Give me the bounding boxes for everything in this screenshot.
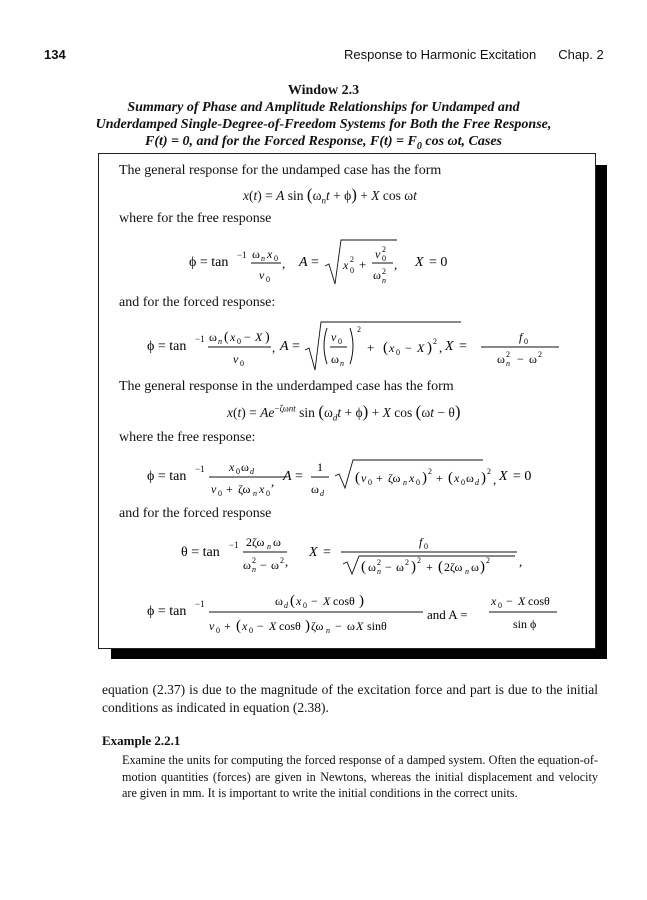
svg-text:(: ( <box>355 470 360 486</box>
svg-text:−: − <box>257 619 264 633</box>
equation-underdamped-forced-phi-svg <box>147 585 577 641</box>
equation-underdamped-free-svg <box>147 452 577 504</box>
svg-text:ω: ω <box>368 560 376 574</box>
svg-text:2: 2 <box>428 467 432 476</box>
svg-text:2: 2 <box>487 467 491 476</box>
svg-text:0: 0 <box>266 489 270 498</box>
equation-underdamped-forced-theta-svg <box>181 526 581 578</box>
free-underdamped-label: where the free response: <box>119 430 256 445</box>
svg-text:x: x <box>230 330 236 344</box>
svg-text:0: 0 <box>416 478 420 487</box>
svg-text:x: x <box>229 460 235 474</box>
svg-text:x: x <box>259 482 265 496</box>
svg-text:(: ( <box>224 330 229 345</box>
svg-text:d: d <box>284 601 288 610</box>
svg-text:X: X <box>417 341 425 355</box>
svg-text:2: 2 <box>350 255 354 264</box>
svg-text:−: − <box>506 594 513 608</box>
svg-text:): ) <box>265 330 270 345</box>
svg-text:,: , <box>519 554 523 569</box>
svg-text:ζω: ζω <box>311 619 324 633</box>
svg-text:0: 0 <box>249 626 253 635</box>
svg-text:x: x <box>491 594 497 608</box>
free-undamped-label: where for the free response <box>119 211 272 226</box>
body-paragraph: equation (2.37) is due to the magnitude of the excitation force and part is due to the initial conditions as indicated in equation (2.38). <box>102 682 598 715</box>
svg-text:n: n <box>218 337 222 346</box>
svg-text:ω: ω <box>243 558 251 572</box>
svg-text:ω: ω <box>396 560 404 574</box>
svg-text:+: + <box>426 560 433 574</box>
svg-text:x: x <box>389 341 395 355</box>
svg-text:(: ( <box>361 559 366 575</box>
svg-text:(: ( <box>236 618 241 634</box>
window-title-line3-end: cos ωt, Cases <box>421 134 502 149</box>
svg-text:ζω: ζω <box>238 482 251 496</box>
svg-text:ω: ω <box>347 619 355 633</box>
and-a-text: and A = <box>427 607 468 622</box>
page-number: 134 <box>44 47 66 62</box>
svg-text:d: d <box>250 467 254 476</box>
svg-text:ϕ = tan: ϕ = tan <box>147 339 187 354</box>
svg-text:2: 2 <box>486 556 490 565</box>
svg-text:2ζω: 2ζω <box>444 560 463 574</box>
svg-text:): ) <box>411 559 416 575</box>
svg-text:−: − <box>335 619 342 633</box>
svg-text:ω: ω <box>373 268 381 282</box>
svg-text:0: 0 <box>266 275 270 284</box>
svg-text:n: n <box>267 542 271 551</box>
svg-text:0: 0 <box>303 601 307 610</box>
svg-text:v: v <box>209 619 215 633</box>
svg-text:d: d <box>320 489 324 498</box>
svg-text:=: = <box>323 545 331 560</box>
svg-text:ω: ω <box>252 247 260 261</box>
svg-text:v: v <box>375 247 381 261</box>
svg-text:−1: −1 <box>237 250 247 260</box>
svg-text:0: 0 <box>240 359 244 368</box>
svg-text:x: x <box>454 471 460 485</box>
forced-undamped-label: and for the forced response: <box>119 295 276 310</box>
svg-text:(: ( <box>448 470 453 486</box>
svg-text:0: 0 <box>396 348 400 357</box>
svg-text:+: + <box>436 471 443 485</box>
svg-text:−1: −1 <box>195 464 205 474</box>
svg-text:,: , <box>272 340 276 355</box>
svg-text:n: n <box>403 478 407 487</box>
svg-text:0: 0 <box>368 478 372 487</box>
svg-text:0: 0 <box>350 266 354 275</box>
svg-text:ω: ω <box>271 558 279 572</box>
svg-text:θ = tan: θ = tan <box>181 545 220 560</box>
svg-text:A: A <box>283 469 292 484</box>
svg-text:2: 2 <box>382 267 386 276</box>
svg-text:−1: −1 <box>195 599 205 609</box>
svg-text:2: 2 <box>377 558 381 567</box>
svg-text:2ζω: 2ζω <box>246 535 265 549</box>
svg-text:): ) <box>480 559 485 575</box>
svg-text:ϕ = tan: ϕ = tan <box>147 469 187 484</box>
equation-underdamped-forced-phi <box>147 585 577 645</box>
svg-text:−: − <box>244 330 251 344</box>
svg-text:X: X <box>323 594 331 608</box>
svg-text:sin ϕ: sin ϕ <box>513 617 537 631</box>
svg-text:+: + <box>226 482 233 496</box>
svg-text:+: + <box>224 619 231 633</box>
svg-text:−1: −1 <box>195 334 205 344</box>
svg-text:0: 0 <box>498 601 502 610</box>
svg-text:n: n <box>465 567 469 576</box>
svg-text:ω: ω <box>273 535 281 549</box>
svg-text:ω: ω <box>311 482 319 496</box>
svg-text:2: 2 <box>357 325 361 334</box>
svg-text:−: − <box>385 560 392 574</box>
svg-text:−1: −1 <box>229 540 239 550</box>
svg-text:): ) <box>422 470 427 486</box>
svg-text:n: n <box>506 359 510 368</box>
svg-text:v: v <box>259 268 265 282</box>
equation-undamped-free <box>189 238 489 294</box>
svg-text:X: X <box>255 330 263 344</box>
equation-underdamped-general: $x(t) = Ae^{-\zeta\omega nt}$ $\sin (\omega_dt + \phi) + X$ cos (ωt − θ) <box>227 402 461 423</box>
chapter-label: Chap. 2 <box>558 47 604 62</box>
svg-text:ω: ω <box>497 352 505 366</box>
svg-text:x: x <box>343 258 349 272</box>
svg-text:ζω: ζω <box>388 471 401 485</box>
svg-text:(: ( <box>290 593 295 609</box>
window-caption <box>90 82 557 155</box>
svg-text:,: , <box>493 472 497 487</box>
svg-text:X: X <box>445 339 454 354</box>
svg-text:n: n <box>382 276 386 285</box>
svg-text:0: 0 <box>424 542 428 551</box>
svg-text:0: 0 <box>461 478 465 487</box>
svg-text:v: v <box>233 352 239 366</box>
svg-text:f: f <box>519 330 523 344</box>
equation-underdamped-free <box>147 452 577 508</box>
svg-text:ω: ω <box>466 471 474 485</box>
window-title-line3-text: F(t) = 0, and for the Forced Response, F(t) = F <box>145 134 417 149</box>
svg-text:X: X <box>499 469 508 484</box>
svg-text:0: 0 <box>218 489 222 498</box>
svg-text:2: 2 <box>433 337 437 346</box>
svg-text:2: 2 <box>280 556 284 565</box>
window-title-sub: 0 <box>416 140 422 152</box>
svg-text:=: = <box>292 339 300 354</box>
svg-text:0: 0 <box>236 467 240 476</box>
svg-text:0: 0 <box>237 337 241 346</box>
svg-text:x: x <box>296 594 302 608</box>
example-label: Example 2.2.1 <box>102 733 181 748</box>
window-title-line2: Underdamped Single-Degree-of-Freedom Systems for Both the Free Response, <box>95 117 552 132</box>
window-title-line3 <box>90 133 557 155</box>
svg-text:,: , <box>439 340 443 355</box>
svg-text:ω: ω <box>275 594 283 608</box>
svg-text:ω: ω <box>529 352 537 366</box>
summary-box <box>98 153 596 649</box>
svg-text:+: + <box>367 340 375 355</box>
svg-text:d: d <box>475 478 479 487</box>
svg-text:x: x <box>242 619 248 633</box>
intro-undamped: The general response for the undamped case has the form <box>119 163 442 178</box>
example-body: Examine the units for computing the forced response of a damped system. Often the equation-of-motion quantities (forces) are given in Newtons, whereas the initial displacement and velocity are given in mm. It is important to write the initial conditions in the correct units. <box>122 753 598 800</box>
svg-text:(: ( <box>438 559 443 575</box>
svg-text:−: − <box>260 558 267 572</box>
svg-text:): ) <box>427 340 432 356</box>
svg-text:2: 2 <box>405 558 409 567</box>
svg-text:+: + <box>359 257 367 272</box>
svg-text:0: 0 <box>338 337 342 346</box>
svg-text:n: n <box>340 359 344 368</box>
svg-text:cosθ: cosθ <box>279 619 301 633</box>
svg-text:= 0: = 0 <box>429 255 448 270</box>
svg-text:(: ( <box>383 340 388 356</box>
svg-text:2: 2 <box>506 350 510 359</box>
svg-text:X: X <box>415 255 424 270</box>
svg-text:): ) <box>359 593 364 609</box>
svg-text:,: , <box>285 554 289 569</box>
svg-text:ω: ω <box>241 460 249 474</box>
svg-text:,: , <box>271 474 275 489</box>
svg-text:): ) <box>481 470 486 486</box>
forced-underdamped-label: and for the forced response <box>119 506 272 521</box>
svg-text:2: 2 <box>417 556 421 565</box>
svg-text:ω: ω <box>471 560 479 574</box>
svg-text:n: n <box>261 254 265 263</box>
svg-text:n: n <box>326 626 330 635</box>
running-head-title: Response to Harmonic Excitation <box>344 47 537 62</box>
svg-text:=: = <box>311 255 319 270</box>
svg-text:X: X <box>356 619 364 633</box>
svg-text:−: − <box>405 341 412 355</box>
page-header <box>44 47 604 67</box>
equation-undamped-forced-svg <box>147 320 567 376</box>
equation-undamped-free-svg <box>189 238 489 290</box>
svg-text:n: n <box>252 565 256 574</box>
svg-text:v: v <box>331 330 337 344</box>
svg-text:ω: ω <box>331 352 339 366</box>
svg-text:cosθ: cosθ <box>528 594 550 608</box>
svg-text:1: 1 <box>317 460 323 474</box>
running-head <box>344 47 604 62</box>
svg-text:ϕ = tan: ϕ = tan <box>147 604 187 619</box>
svg-text:2: 2 <box>252 556 256 565</box>
svg-text:v: v <box>211 482 217 496</box>
svg-text:0: 0 <box>524 337 528 346</box>
svg-text:2: 2 <box>538 350 542 359</box>
svg-text:−: − <box>311 594 318 608</box>
window-title-line1: Summary of Phase and Amplitude Relationships for Undamped and <box>127 100 520 115</box>
equation-undamped-forced <box>147 320 567 380</box>
svg-text:sinθ: sinθ <box>367 619 387 633</box>
svg-text:v: v <box>361 471 367 485</box>
svg-text:n: n <box>253 489 257 498</box>
intro-underdamped: The general response in the underdamped case has the form <box>119 379 454 394</box>
equation-underdamped-forced-theta <box>181 526 581 582</box>
svg-text:A: A <box>299 255 308 270</box>
svg-text:0: 0 <box>274 254 278 263</box>
svg-text:0: 0 <box>216 626 220 635</box>
svg-text:x: x <box>409 471 415 485</box>
svg-text:cosθ: cosθ <box>333 594 355 608</box>
svg-text:X: X <box>518 594 526 608</box>
svg-text:X: X <box>309 545 318 560</box>
window-label: Window 2.3 <box>287 83 360 98</box>
svg-text:0: 0 <box>382 254 386 263</box>
equation-undamped-general: x(t) = A $\sin (\omega_nt + \phi) + X$ cos ωt <box>243 185 417 206</box>
svg-text:+: + <box>376 471 383 485</box>
svg-text:x: x <box>267 247 273 261</box>
svg-text:f: f <box>419 535 423 549</box>
svg-text:=: = <box>459 339 467 354</box>
svg-text:): ) <box>305 618 310 634</box>
svg-text:=: = <box>295 469 303 484</box>
svg-text:2: 2 <box>382 245 386 254</box>
svg-text:n: n <box>377 567 381 576</box>
svg-text:−: − <box>517 352 524 366</box>
svg-text:,: , <box>282 256 286 271</box>
svg-text:ω: ω <box>209 330 217 344</box>
svg-text:ϕ = tan: ϕ = tan <box>189 255 229 270</box>
svg-text:A: A <box>280 339 289 354</box>
svg-text:= 0: = 0 <box>513 469 532 484</box>
svg-text:,: , <box>394 257 398 272</box>
svg-text:X: X <box>269 619 277 633</box>
